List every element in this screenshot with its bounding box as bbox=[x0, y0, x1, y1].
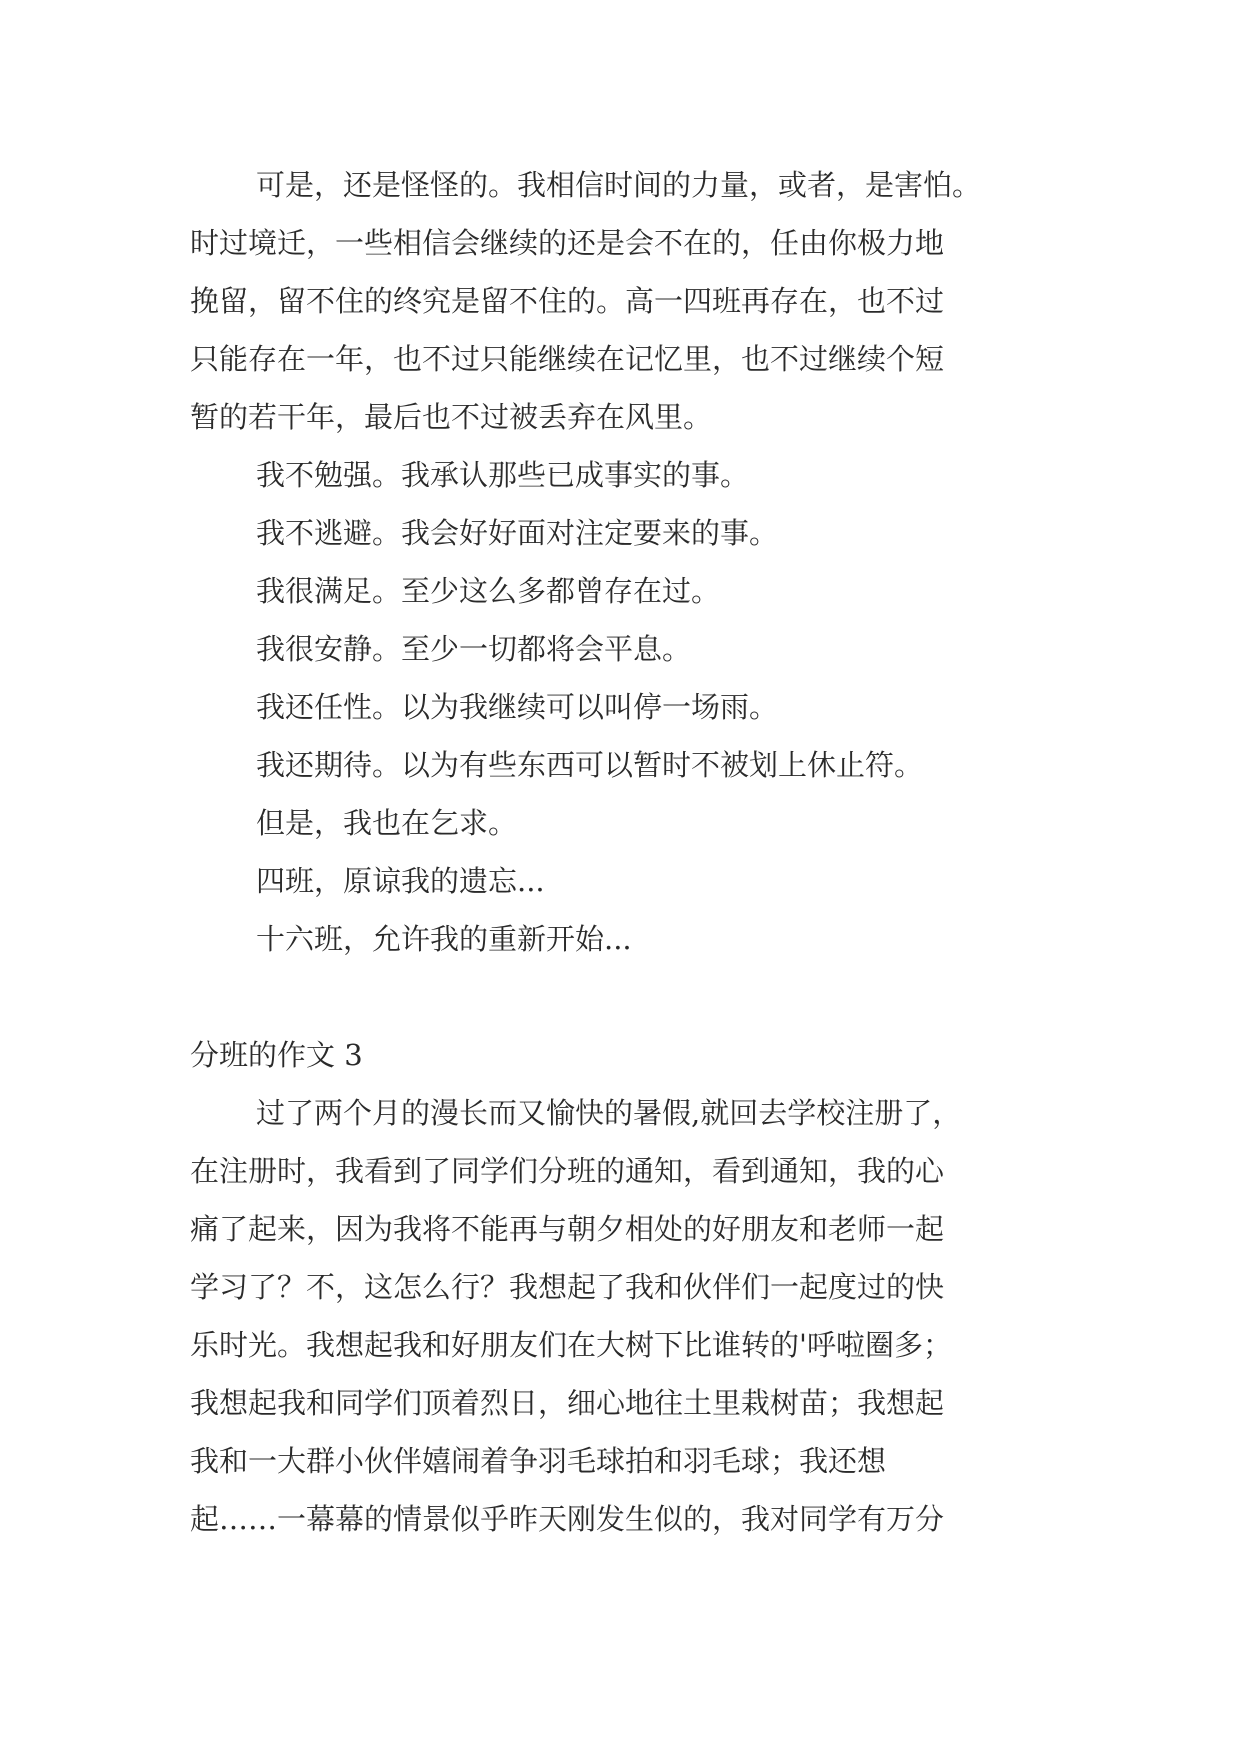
short-paragraph: 我不勉强。我承认那些已成事实的事。 bbox=[256, 458, 750, 492]
paragraph-line: 学习了？不，这怎么行？我想起了我和伙伴们一起度过的快 bbox=[190, 1270, 945, 1304]
short-paragraph: 我还期待。以为有些东西可以暂时不被划上休止符。 bbox=[256, 748, 924, 782]
short-paragraph: 我还任性。以为我继续可以叫停一场雨。 bbox=[256, 690, 779, 724]
paragraph-line: 暂的若干年，最后也不过被丢弃在风里。 bbox=[190, 400, 713, 434]
short-paragraph: 我不逃避。我会好好面对注定要来的事。 bbox=[256, 516, 779, 550]
paragraph-line: 过了两个月的漫长而又愉快的暑假,就回去学校注册了， bbox=[256, 1096, 962, 1130]
paragraph-line: 时过境迁，一些相信会继续的还是会不在的，任由你极力地 bbox=[190, 226, 945, 260]
short-paragraph: 四班，原谅我的遗忘... bbox=[256, 864, 545, 898]
short-paragraph: 我很安静。至少一切都将会平息。 bbox=[256, 632, 692, 666]
short-paragraph: 十六班，允许我的重新开始... bbox=[256, 922, 632, 956]
paragraph-line: 我想起我和同学们顶着烈日，细心地往土里栽树苗；我想起 bbox=[190, 1386, 945, 1420]
section-title: 分班的作文 3 bbox=[190, 1038, 363, 1072]
paragraph-line: 可是，还是怪怪的。我相信时间的力量，或者，是害怕。 bbox=[256, 168, 982, 202]
short-paragraph: 但是，我也在乞求。 bbox=[256, 806, 518, 840]
paragraph-line: 乐时光。我想起我和好朋友们在大树下比谁转的'呼啦圈多； bbox=[190, 1328, 952, 1362]
paragraph-line: 挽留，留不住的终究是留不住的。高一四班再存在，也不过 bbox=[190, 284, 945, 318]
paragraph-line: 痛了起来，因为我将不能再与朝夕相处的好朋友和老师一起 bbox=[190, 1212, 945, 1246]
paragraph-line: 我和一大群小伙伴嬉闹着争羽毛球拍和羽毛球；我还想 bbox=[190, 1444, 887, 1478]
short-paragraph: 我很满足。至少这么多都曾存在过。 bbox=[256, 574, 721, 608]
paragraph-line: 只能存在一年，也不过只能继续在记忆里，也不过继续个短 bbox=[190, 342, 945, 376]
paragraph-line: 在注册时，我看到了同学们分班的通知，看到通知，我的心 bbox=[190, 1154, 945, 1188]
paragraph-line: 起……一幕幕的情景似乎昨天刚发生似的，我对同学有万分 bbox=[190, 1502, 945, 1536]
